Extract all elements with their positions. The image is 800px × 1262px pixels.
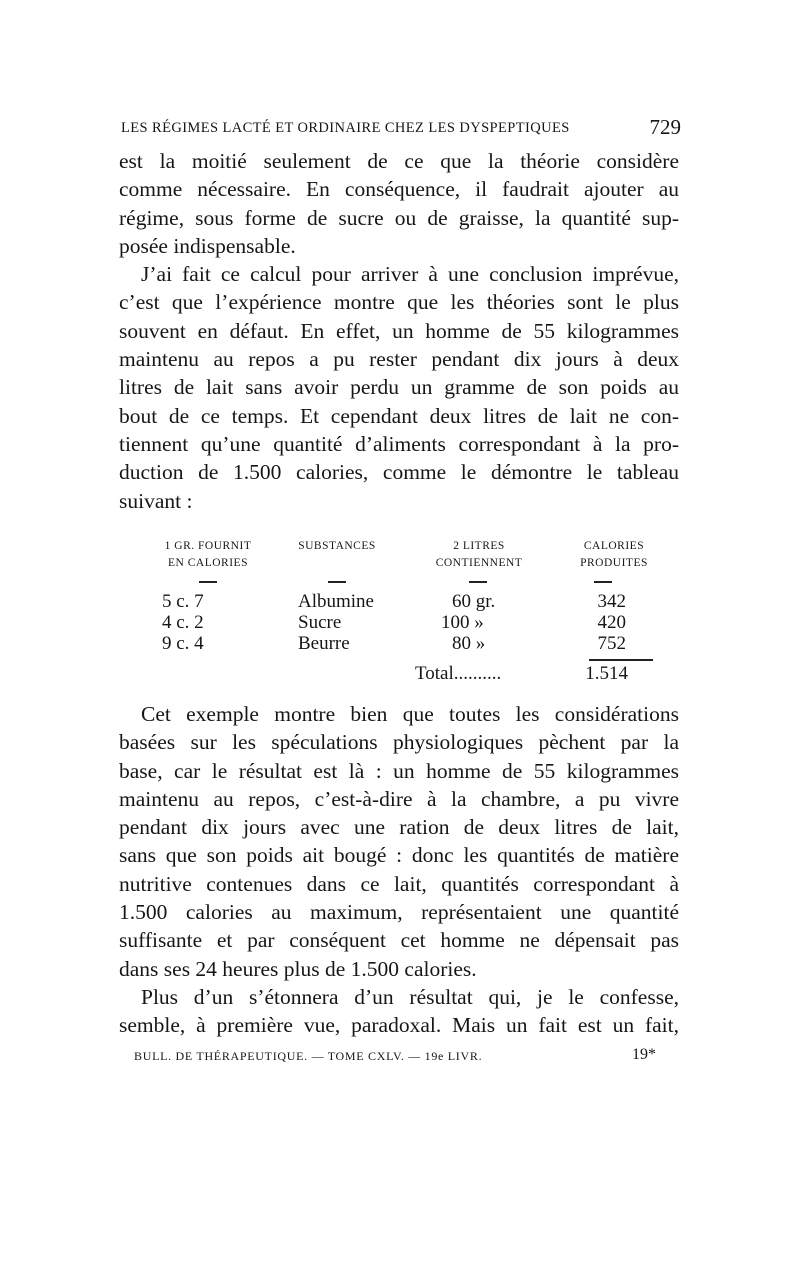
text-line: pendant dix jours avec une ration de deux litres de lait,: [119, 815, 679, 840]
table-header-calories-line1: CALORIES: [583, 540, 645, 552]
running-head: [121, 117, 681, 141]
text-line: posée indispensable.: [119, 233, 296, 258]
running-title: LES RÉGIMES LACTÉ ET ORDINAIRE CHEZ LES DYSPEPTIQUES: [121, 120, 570, 136]
text-line: c’est que l’expérience montre que les théories sont le plus: [119, 290, 679, 315]
total-rule: [589, 659, 653, 661]
body-text-bottom: [119, 700, 679, 1040]
cell-amount: 100 »: [441, 612, 484, 633]
table-header-amount-line1: 2 LITRES: [453, 540, 505, 552]
text-line: base, car le résultat est là : un homme de 55 kilogrammes: [119, 758, 679, 783]
footer-text: BULL. DE THÉRAPEUTIQUE. — TOME CXLV. — 19e LIVR.: [134, 1049, 483, 1063]
text-line: tiennent qu’une quantité d’aliments correspondant à la pro-: [119, 431, 679, 456]
page-footer: [134, 1046, 656, 1068]
table-header-per-gram-line2: EN CALORIES: [168, 557, 248, 569]
text-line: semble, à première vue, paradoxal. Mais un fait est un fait,: [119, 1013, 679, 1038]
text-line: bout de ce temps. Et cependant deux litres de lait ne con-: [119, 403, 679, 428]
header-dash: [594, 581, 612, 583]
table-header-calories-line2: PRODUITES: [580, 557, 648, 569]
text-line: J’ai fait ce calcul pour arriver à une conclusion imprévue,: [141, 262, 679, 287]
text-line: litres de lait sans avoir perdu un gramme de son poids au: [119, 375, 679, 400]
table-header-amount-line2: CONTIENNENT: [435, 557, 523, 569]
text-line: sans que son poids ait bougé : donc les quantités de matière: [119, 843, 679, 868]
table-header-substances: SUBSTANCES: [298, 540, 376, 552]
text-line: Cet exemple montre bien que toutes les considérations: [141, 702, 679, 726]
text-line: suivant :: [119, 488, 193, 513]
text-line: comme nécessaire. En conséquence, il faudrait ajouter au: [119, 177, 679, 202]
text-line: souvent en défaut. En effet, un homme de 55 kilogrammes: [119, 318, 679, 343]
text-line: duction de 1.500 calories, comme le démontre le tableau: [119, 460, 679, 485]
text-line: 1.500 calories au maximum, représentaient une quantité: [119, 900, 679, 925]
cell-amount: 60 gr.: [452, 591, 496, 612]
text-line: régime, sous forme de sucre ou de graisse, la quantité sup-: [119, 205, 679, 230]
cell-per-gram: 4 c. 2: [162, 612, 204, 633]
cell-calories: 342: [597, 591, 626, 612]
signature-mark: 19*: [632, 1046, 656, 1063]
cell-per-gram: 5 c. 7: [162, 591, 204, 612]
text-line: Plus d’un s’étonnera d’un résultat qui, je le confesse,: [141, 984, 679, 1009]
cell-per-gram: 9 c. 4: [162, 633, 204, 654]
page-number: 729: [649, 115, 681, 139]
cell-substance: Beurre: [298, 633, 350, 654]
text-line: dans ses 24 heures plus de 1.500 calories.: [119, 956, 477, 981]
text-line: est la moitié seulement de ce que la théorie considère: [119, 149, 679, 173]
text-line: basées sur les spéculations physiologiques pèchent par la: [119, 730, 679, 755]
text-line: nutritive contenues dans ce lait, quantités correspondant à: [119, 871, 679, 896]
total-value: 1.514: [585, 663, 628, 684]
text-line: maintenu au repos a pu rester pendant dix jours à deux: [119, 347, 679, 372]
header-dash: [199, 581, 217, 583]
table-header-per-gram-line1: 1 GR. FOURNIT: [164, 540, 252, 552]
cell-substance: Albumine: [298, 591, 374, 612]
header-dash: [328, 581, 346, 583]
cell-calories: 420: [597, 612, 626, 633]
text-line: suffisante et par conséquent cet homme ne dépensait pas: [119, 928, 679, 953]
header-dash: [469, 581, 487, 583]
cell-substance: Sucre: [298, 612, 342, 633]
cell-amount: 80 »: [452, 633, 486, 654]
total-label: Total..........: [415, 663, 502, 684]
cell-calories: 752: [597, 633, 626, 654]
body-text-top: [119, 147, 679, 515]
text-line: maintenu au repos, c’est-à-dire à la chambre, a pu vivre: [119, 786, 679, 811]
